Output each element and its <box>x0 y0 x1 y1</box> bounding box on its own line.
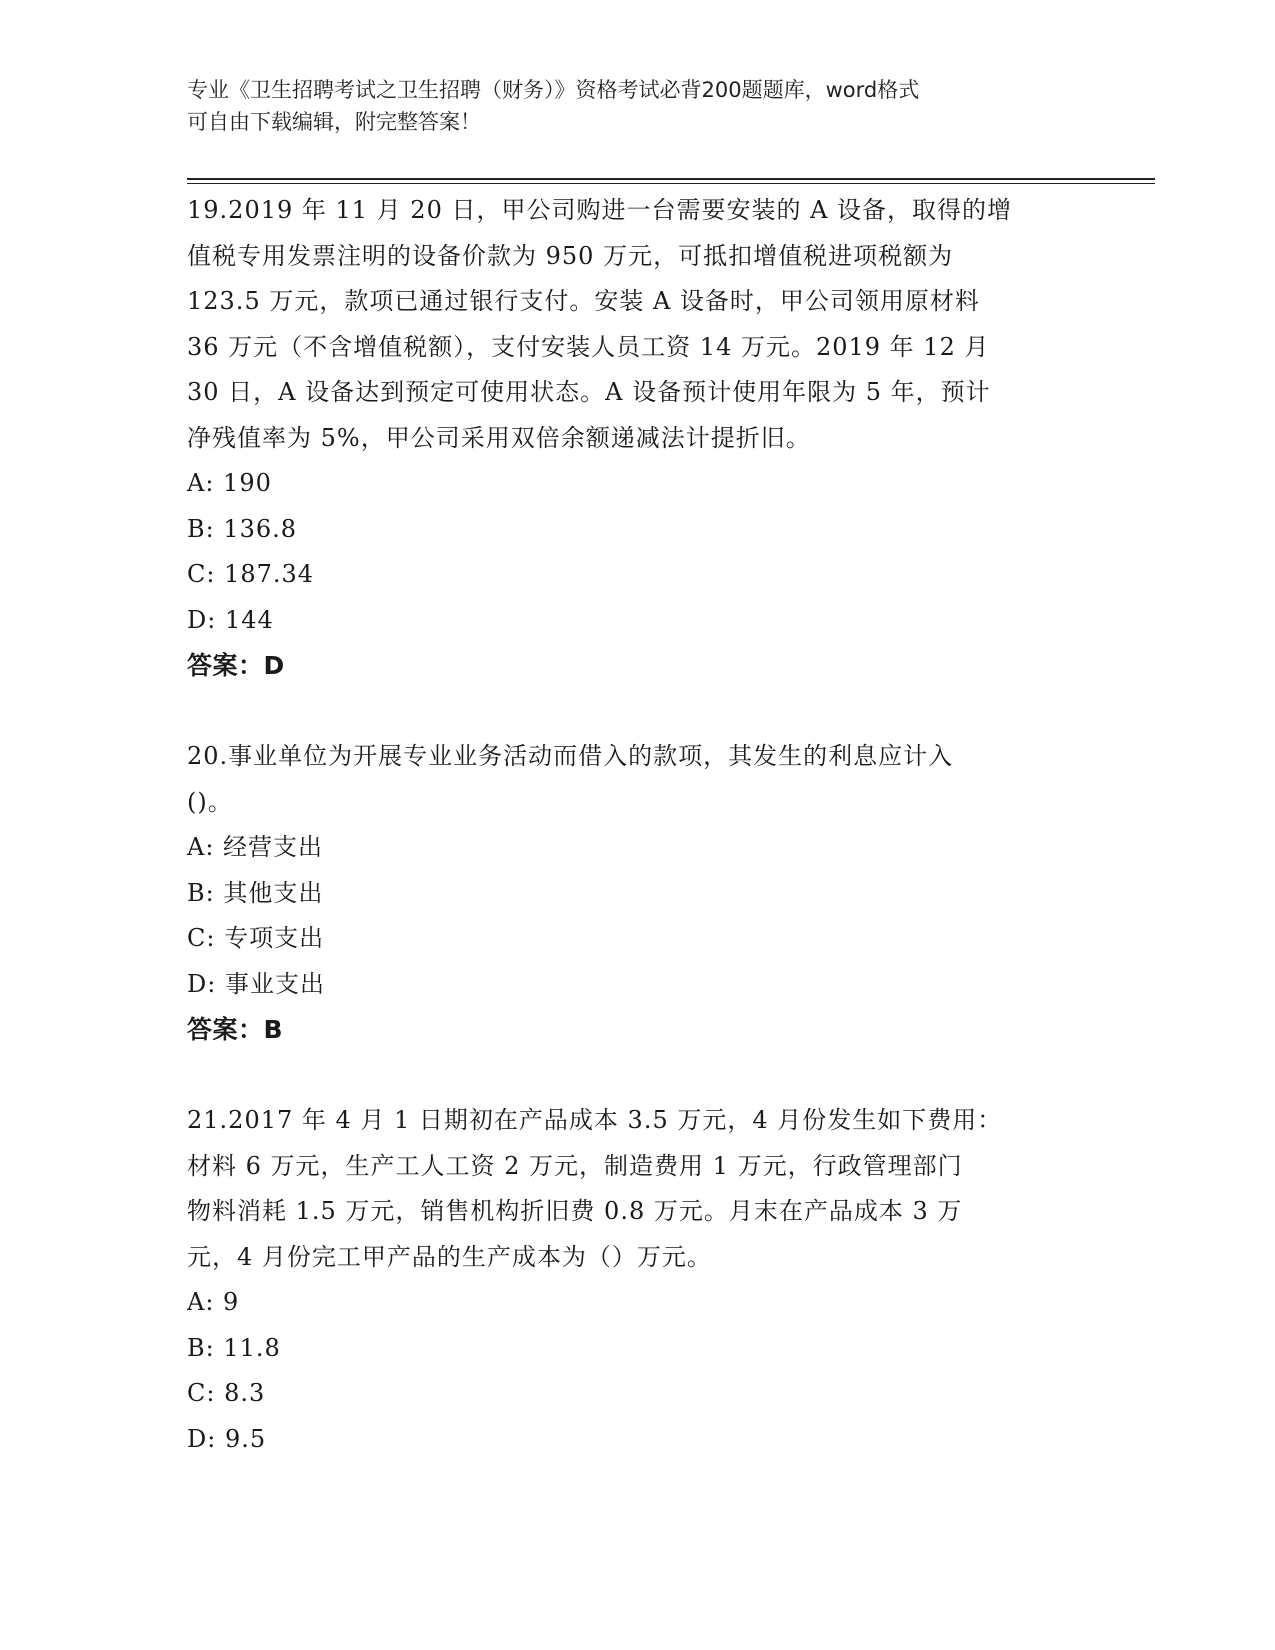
option-b: B: 其他支出 <box>187 878 324 907</box>
question-21 <box>187 1098 1087 1462</box>
question-20 <box>187 734 1087 1053</box>
option-a: A: 9 <box>187 1288 240 1316</box>
option-d: D: 事业支出 <box>187 969 325 998</box>
question-text-line: 21.2017 年 4 月 1 日期初在产品成本 3.5 万元，4 月份发生如下费用： <box>187 1106 1003 1134</box>
option-b: B: 136.8 <box>187 514 298 543</box>
question-text-line: 123.5 万元，款项已通过银行支付。安装 A 设备时，甲公司领用原材料 <box>187 287 980 315</box>
option-c: C: 187.34 <box>187 560 315 588</box>
question-text-line: 36 万元（不含增值税额），支付安装人员工资 14 万元。2019 年 12 月 <box>187 332 990 361</box>
question-text-line: 19.2019 年 11 月 20 日，甲公司购进一台需要安装的 A 设备，取得的增 <box>187 196 1013 224</box>
question-text-line: 材料 6 万元，生产工人工资 2 万元，制造费用 1 万元，行政管理部门 <box>187 1151 963 1180</box>
question-spacer <box>187 689 1087 735</box>
question-text-line: 净残值率为 5%，甲公司采用双倍余额递减法计提折旧。 <box>187 423 811 452</box>
question-text-line: 值税专用发票注明的设备价款为 950 万元，可抵扣增值税进项税额为 <box>187 241 954 270</box>
header-divider-thick <box>187 178 1155 180</box>
question-text-line: 元，4 月份完工甲产品的生产成本为（）万元。 <box>187 1242 712 1271</box>
header-divider-thin <box>187 183 1155 184</box>
option-c: C: 专项支出 <box>187 924 325 952</box>
question-list <box>187 188 1087 1462</box>
question-text-line: 20.事业单位为开展专业业务活动而借入的款项，其发生的利息应计入 <box>187 742 954 770</box>
option-b: B: 11.8 <box>187 1333 281 1362</box>
question-19 <box>187 188 1087 689</box>
question-text-line: 30 日，A 设备达到预定可使用状态。A 设备预计使用年限为 5 年，预计 <box>187 378 991 406</box>
option-d: D: 9.5 <box>187 1424 267 1453</box>
question-text-line: ()。 <box>187 787 233 816</box>
option-c: C: 8.3 <box>187 1379 266 1407</box>
answer-label: 答案：B <box>187 1015 284 1044</box>
header-title-line-2: 可自由下载编辑，附完整答案！ <box>187 110 481 134</box>
question-spacer <box>187 1053 1087 1099</box>
question-text-line: 物料消耗 1.5 万元，销售机构折旧费 0.8 万元。月末在产品成本 3 万 <box>187 1197 963 1225</box>
option-d: D: 144 <box>187 605 274 634</box>
header-title-line-1: 专业《卫生招聘考试之卫生招聘（财务）》资格考试必背200题题库，word格式 <box>187 78 920 102</box>
option-a: A: 经营支出 <box>187 833 324 861</box>
option-a: A: 190 <box>187 469 272 497</box>
answer-label: 答案：D <box>187 651 285 680</box>
document-header <box>187 74 1087 138</box>
